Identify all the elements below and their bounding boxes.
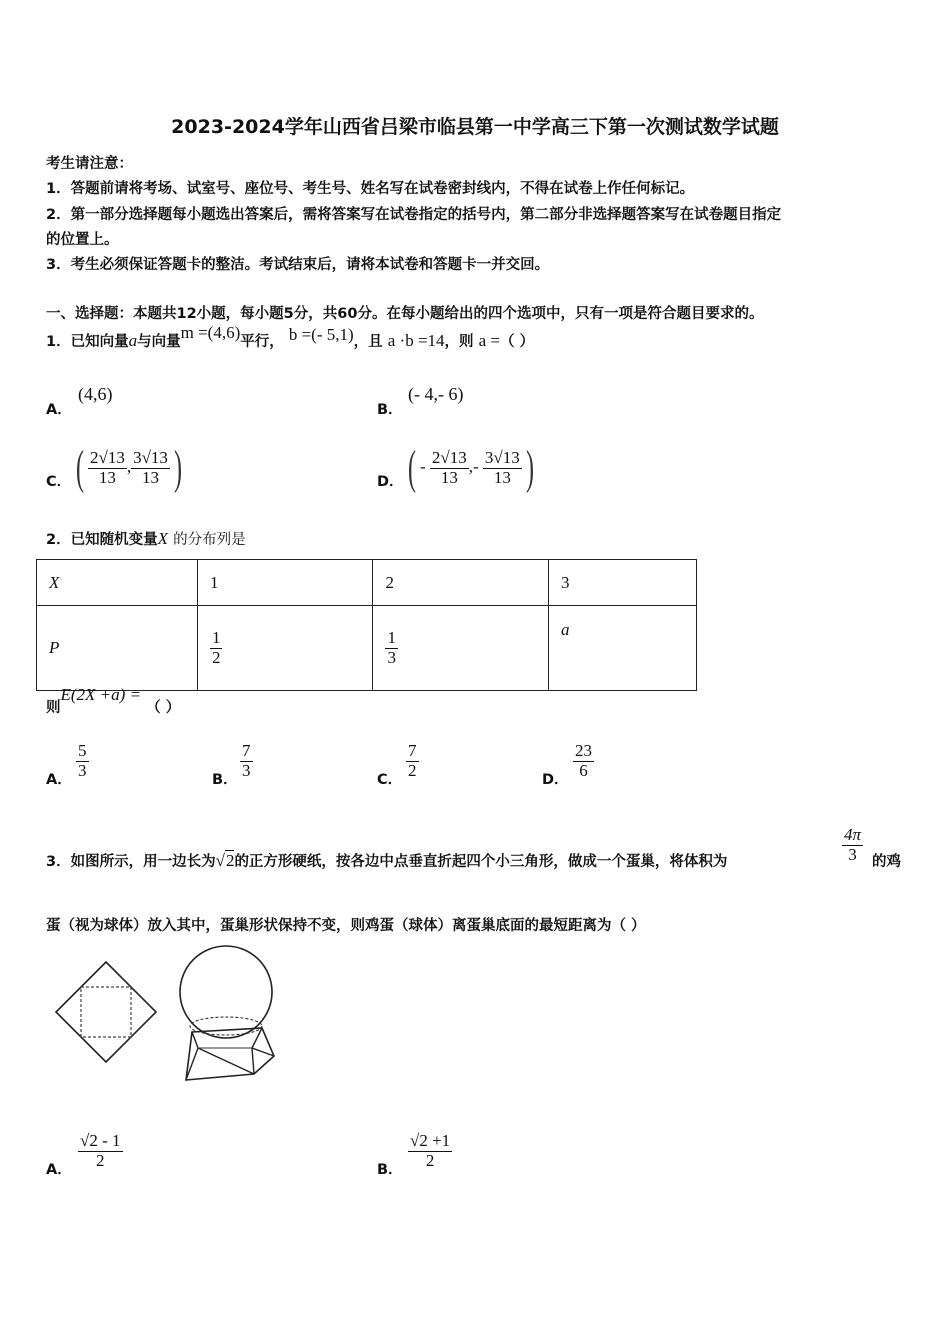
notice-item-2: 2．第一部分选择题每小题选出答案后，需将答案写在试卷指定的括号内，第二部分非选择题答案写在试卷题目指定 bbox=[46, 207, 782, 223]
table-cell: 3 bbox=[548, 560, 696, 606]
q3-option-a-label[interactable]: A． bbox=[46, 1162, 72, 1178]
q2-option-b-label[interactable]: B． bbox=[212, 772, 238, 788]
q1-option-c-value: ( $\frac{2√13}{13}$ , $\frac{3√13}{13}$ ) bbox=[75, 441, 182, 494]
table-cell: P bbox=[37, 606, 198, 691]
q1-option-a-value: (4,6) bbox=[78, 384, 113, 404]
q2-option-d-label[interactable]: D． bbox=[542, 772, 569, 788]
q1-option-d-value: ( - $\frac{2√13}{13}$ ,- $\frac{3√13}{13}$ ) bbox=[407, 441, 534, 494]
q2-option-c-value: $\frac{7}{2}$ bbox=[408, 741, 417, 780]
question-1-stem: 1．已知向量a与向量m =(4,6)平行， b =(- 5,1)，且 a ·b =14，则 a =（ ） bbox=[46, 323, 535, 350]
q2-option-a-value: $\frac{5}{3}$ bbox=[78, 741, 87, 780]
question-2-ask: 则E(2X +a) = （ ） bbox=[46, 685, 181, 716]
q3-stem-end: 的鸡 bbox=[872, 854, 901, 870]
q1-option-b-label[interactable]: B． bbox=[377, 402, 403, 418]
notice-heading: 考生请注意： bbox=[46, 156, 133, 172]
table-row bbox=[37, 606, 697, 691]
table-cell: 2 bbox=[373, 560, 549, 606]
notice-item-1: 1．答题前请将考场、试室号、座位号、考生号、姓名写在试卷密封线内，不得在试卷上作任何标记。 bbox=[46, 181, 695, 197]
q2-option-b-value: $\frac{7}{3}$ bbox=[242, 741, 251, 780]
folded-square-figure bbox=[50, 958, 162, 1066]
q1-option-a-label[interactable]: A． bbox=[46, 402, 72, 418]
q2-option-a-label[interactable]: A． bbox=[46, 772, 72, 788]
notice-item-2-cont: 的位置上。 bbox=[46, 232, 119, 248]
q1-option-b-value: (- 4,- 6) bbox=[408, 384, 464, 404]
table-cell: X bbox=[37, 560, 198, 606]
egg-nest-figure bbox=[176, 944, 280, 1084]
page-title: 2023-2024学年山西省吕梁市临县第一中学高三下第一次测试数学试题 bbox=[171, 116, 779, 138]
table-cell: a bbox=[548, 606, 696, 691]
q2-option-d-value: $\frac{23}{6}$ bbox=[575, 741, 592, 780]
q3-option-b-label[interactable]: B． bbox=[377, 1162, 403, 1178]
table-cell: $\frac{1}{2}$ bbox=[197, 606, 373, 691]
q1-option-d-label[interactable]: D． bbox=[377, 474, 404, 490]
question-2-stem: 2．已知随机变量X 的分布列是 bbox=[46, 529, 246, 548]
question-3-stem: 3．如图所示，用一边长为√2的正方形硬纸，按各边中点垂直折起四个小三角形，做成一个蛋巢，将体积为 bbox=[46, 851, 728, 870]
q1-option-c-label[interactable]: C． bbox=[46, 474, 72, 490]
table-row bbox=[37, 560, 697, 606]
distribution-table bbox=[36, 559, 697, 691]
question-3-stem-line2: 蛋（视为球体）放入其中，蛋巢形状保持不变，则鸡蛋（球体）离蛋巢底面的最短距离为（ ） bbox=[46, 918, 646, 934]
q2-option-c-label[interactable]: C． bbox=[377, 772, 403, 788]
q3-volume-fraction: $\frac{4\pi}{3}$ bbox=[844, 825, 862, 864]
notice-item-3: 3．考生必须保证答题卡的整洁。考试结束后，请将本试卷和答题卡一并交回。 bbox=[46, 257, 550, 273]
section-heading: 一、选择题：本题共12小题，每小题5分，共60分。在每小题给出的四个选项中，只有一项是符合题目要求的。 bbox=[46, 306, 764, 322]
q3-option-b-value: $\frac{√2 +1}{2}$ bbox=[410, 1131, 451, 1170]
table-cell: $\frac{1}{3}$ bbox=[373, 606, 549, 691]
q3-option-a-value: $\frac{√2 - 1}{2}$ bbox=[80, 1131, 121, 1170]
table-cell: 1 bbox=[197, 560, 373, 606]
